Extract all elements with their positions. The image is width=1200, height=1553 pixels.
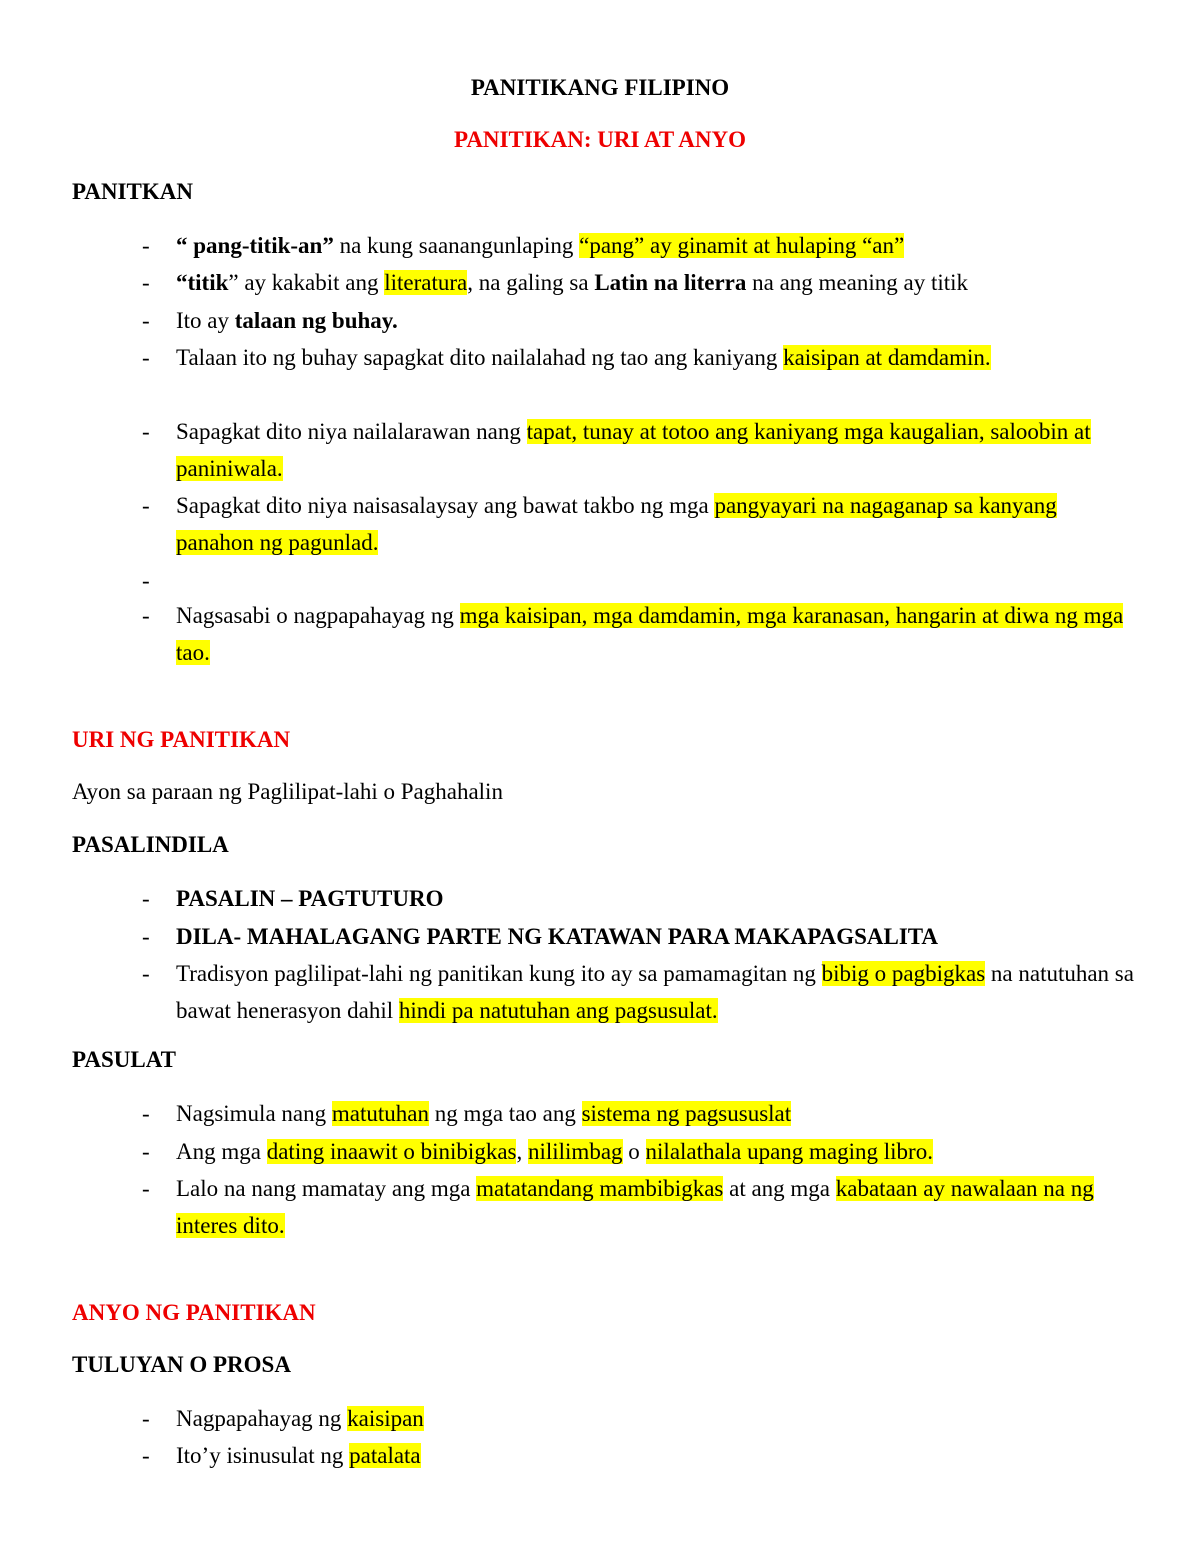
highlighted-text: literatura [384,270,468,295]
text-segment: Nagsimula nang [176,1101,332,1126]
bold-text: Latin na literra [594,270,747,295]
subsection-heading-pasulat: PASULAT [72,1047,176,1072]
subsection-heading-pasalindila: PASALINDILA [72,832,229,857]
bullet-dash: - [142,1443,150,1468]
text-segment: Ang mga [176,1139,267,1164]
bullet-dash: - [142,1139,150,1164]
text-segment: ng mga tao ang [428,1101,582,1126]
highlighted-text: kaisipan [347,1406,424,1431]
list-item-text [176,1170,1136,1244]
list-item-text [176,413,1136,487]
text-segment: Ito ay [176,308,235,333]
bullet-dash: - [142,493,150,518]
list-item-text [176,227,1136,264]
text-segment: na natutuhan sa bawat henerasyon dahil [176,961,1134,1023]
highlighted-text: kaisipan at damdamin. [783,345,991,370]
bold-text: talaan ng buhay. [234,308,398,333]
bullet-dash: - [142,1176,150,1201]
highlighted-text: matutuhan [331,1101,429,1126]
section-heading-uri: URI NG PANITIKAN [72,727,291,752]
text-segment: na ang meaning ay titik [746,270,969,295]
bold-text: “titik [176,270,229,295]
text-segment: Nagsasabi o nagpapahayag ng [176,603,460,628]
highlighted-text: kabataan ay nawalaan na ng interes dito. [176,1176,1094,1238]
document-title: PANITIKANG FILIPINO [470,75,730,100]
highlighted-text: nililimbag [527,1139,623,1164]
highlighted-text: nilalathala upang maging libro. [645,1139,933,1164]
list-item-text [176,302,1136,339]
text-segment: Nagpapahayag ng [176,1406,348,1431]
bullet-dash: - [142,1406,150,1431]
text-segment: , [516,1139,528,1164]
text-segment: Sapagkat dito niya naisasalaysay ang bawat takbo ng mga [176,493,715,518]
text-segment: , na galing sa [467,270,595,295]
highlighted-text: tapat, tunay at totoo ang kaniyang mga kaugalian, saloobin at paniniwala. [176,419,1091,481]
section-heading-anyo: ANYO NG PANITIKAN [72,1300,316,1325]
list-item-text [176,1437,1136,1474]
bullet-dash: - [142,233,150,258]
list-item-text [176,597,1136,671]
text-segment: o [622,1139,646,1164]
bold-text: DILA- MAHALAGANG PARTE NG KATAWAN PARA MAKAPAGSALITA [176,924,939,949]
text-segment: na kung saanangunlaping [333,233,580,258]
list-item-text [176,955,1136,1029]
text-segment: ” ay kakabit ang [228,270,385,295]
text-segment: Tradisyon paglilipat-lahi ng panitikan kung ito ay sa pamamagitan ng [176,961,822,986]
bold-text: PASALIN – PAGTUTURO [176,886,444,911]
highlighted-text: sistema ng pagsususlat [581,1101,792,1126]
highlighted-text: matatandang mambibigkas [476,1176,724,1201]
highlighted-text: mga kaisipan, mga damdamin, mga karanasan, hangarin at diwa ng mga tao. [176,603,1124,665]
text-segment: Ito’y isinusulat ng [176,1443,350,1468]
text-segment: Lalo na nang mamatay ang mga [176,1176,477,1201]
list-item-text [176,264,1136,301]
highlighted-text: “pang” ay ginamit at hulaping “an” [579,233,905,258]
highlighted-text: dating inaawit o binibigkas [266,1139,517,1164]
bullet-dash: - [142,961,150,986]
bullet-dash: - [142,419,150,444]
list-item-text [176,918,1136,955]
highlighted-text: bibig o pagbigkas [821,961,986,986]
highlighted-text: hindi pa natutuhan ang pagsusulat. [398,998,718,1023]
document-subtitle: PANITIKAN: URI AT ANYO [453,127,746,152]
bold-text: “ pang-titik-an” [176,233,334,258]
bullet-dash: - [142,1101,150,1126]
subsection-heading-tuluyan: TULUYAN O PROSA [72,1352,291,1377]
bullet-dash: - [142,270,150,295]
list-item-text [176,339,1136,376]
bullet-dash: - [142,568,150,593]
highlighted-text: patalata [349,1443,421,1468]
bullet-dash: - [142,345,150,370]
section-intro: Ayon sa paraan ng Paglilipat-lahi o Paghahalin [72,779,503,804]
bullet-dash: - [142,603,150,628]
section-heading-panitkan: PANITKAN [72,179,193,204]
bullet-dash: - [142,924,150,949]
text-segment: Sapagkat dito niya nailalarawan nang [176,419,527,444]
list-item-text [176,880,1136,917]
text-segment: Talaan ito ng buhay sapagkat dito nailalahad ng tao ang kaniyang [176,345,784,370]
bullet-dash: - [142,308,150,333]
text-segment: at ang mga [723,1176,836,1201]
list-item-text [176,487,1136,561]
highlighted-text: pangyayari na nagaganap sa kanyang panahon ng pagunlad. [176,493,1057,555]
list-item-text [176,1133,1136,1170]
bullet-dash: - [142,886,150,911]
list-item-text [176,1095,1136,1132]
list-item-text [176,1400,1136,1437]
